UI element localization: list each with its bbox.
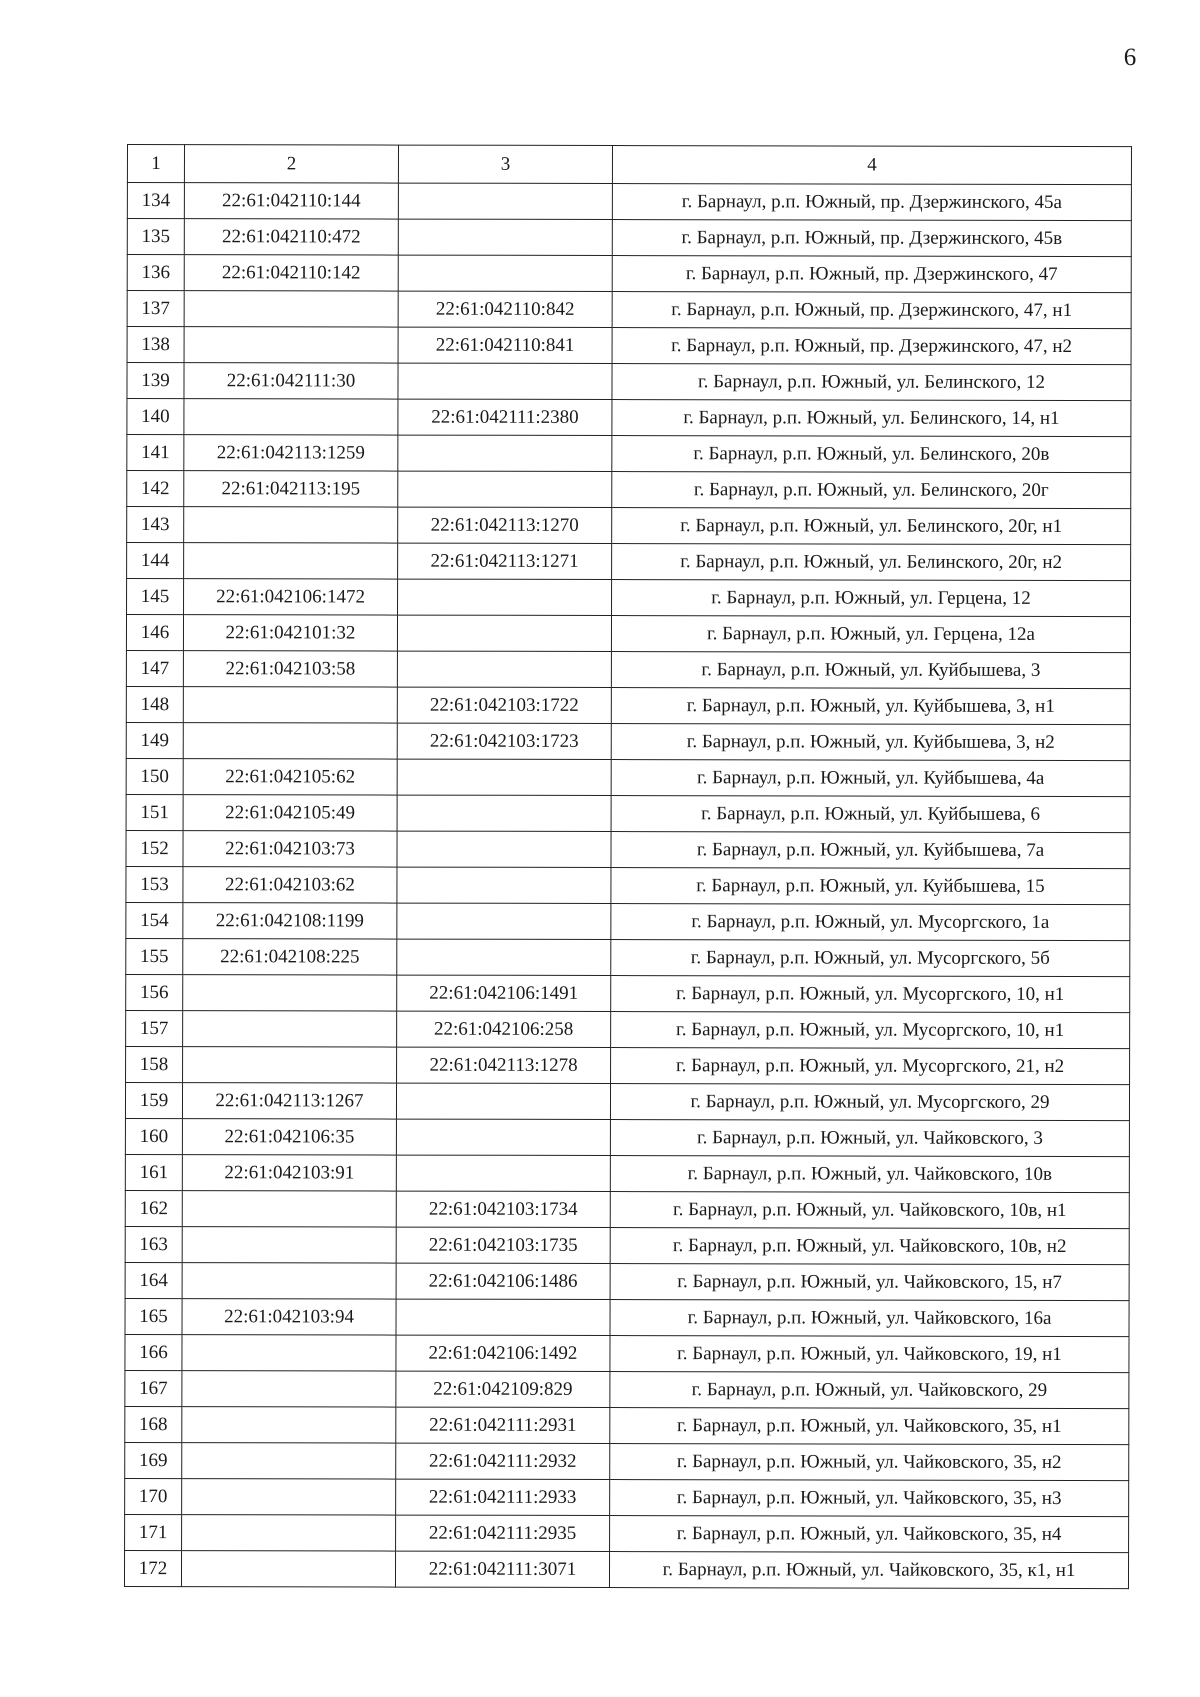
row-number-cell: 155 [126,938,183,974]
building-cadastral-number-cell: 22:61:042103:1723 [397,723,611,759]
row-number-cell: 172 [124,1550,181,1586]
land-cadastral-number-cell: 22:61:042110:472 [184,219,398,255]
row-number-cell: 150 [126,758,183,794]
building-cadastral-number-cell: 22:61:042106:1492 [396,1335,610,1371]
table-row [127,255,1131,293]
table-row [127,543,1131,581]
table-row [124,1550,1128,1588]
address-cell: г. Барнаул, р.п. Южный, пр. Дзержинского, 47 [612,256,1131,293]
land-cadastral-number-cell [183,975,397,1011]
row-number-cell: 146 [126,615,183,651]
address-cell: г. Барнаул, р.п. Южный, ул. Чайковского, 3 [610,1120,1129,1157]
row-number-cell: 142 [127,471,184,507]
table-row [127,579,1131,617]
address-cell: г. Барнаул, р.п. Южный, ул. Куйбышева, 3 [611,652,1130,689]
row-number-cell: 158 [126,1046,183,1082]
table-row [127,219,1131,257]
building-cadastral-number-cell: 22:61:042110:841 [398,327,612,363]
land-cadastral-number-cell: 22:61:042106:35 [182,1119,396,1155]
land-cadastral-number-cell [184,543,398,579]
land-cadastral-number-cell: 22:61:042103:91 [182,1155,396,1191]
address-cell: г. Барнаул, р.п. Южный, пр. Дзержинского, 47, н2 [612,328,1131,365]
table-row [125,1298,1129,1336]
building-cadastral-number-cell: 22:61:042110:842 [398,291,612,327]
land-cadastral-number-cell: 22:61:042110:142 [184,255,398,291]
land-cadastral-number-cell: 22:61:042105:49 [183,795,397,831]
row-number-cell: 162 [125,1190,182,1226]
building-cadastral-number-cell [398,255,612,291]
building-cadastral-number-cell [396,1083,610,1119]
building-cadastral-number-cell: 22:61:042103:1735 [396,1227,610,1263]
row-number-cell: 134 [127,183,184,219]
table-row [127,327,1131,365]
building-cadastral-number-cell: 22:61:042113:1271 [398,543,612,579]
row-number-cell: 156 [126,974,183,1010]
land-cadastral-number-cell [184,507,398,543]
row-number-cell: 154 [126,902,183,938]
address-cell: г. Барнаул, р.п. Южный, ул. Чайковского, 10в [610,1156,1129,1193]
row-number-cell: 152 [126,830,183,866]
row-number-cell: 169 [125,1442,182,1478]
table-row [127,291,1131,329]
land-cadastral-number-cell: 22:61:042113:195 [184,471,398,507]
row-number-cell: 149 [126,722,183,758]
table-row [126,866,1130,904]
table-row [126,830,1130,868]
row-number-cell: 147 [126,650,183,686]
address-cell: г. Барнаул, р.п. Южный, ул. Куйбышева, 7а [611,832,1130,869]
row-number-cell: 160 [125,1118,182,1154]
building-cadastral-number-cell: 22:61:042111:2932 [396,1443,610,1479]
building-cadastral-number-cell [398,363,612,399]
land-cadastral-number-cell: 22:61:042110:144 [184,183,398,219]
table-row [126,686,1130,724]
building-cadastral-number-cell: 22:61:042103:1734 [396,1191,610,1227]
table-row [125,1262,1129,1300]
address-cell: г. Барнаул, р.п. Южный, пр. Дзержинского, 45в [612,220,1131,257]
table-header-row [127,145,1131,185]
address-cell: г. Барнаул, р.п. Южный, ул. Белинского, 20г, н1 [612,508,1131,545]
land-cadastral-number-cell [183,687,397,723]
address-cell: г. Барнаул, р.п. Южный, ул. Мусоргского, 10, н1 [611,1012,1130,1049]
address-cell: г. Барнаул, р.п. Южный, ул. Чайковского, 19, н1 [610,1336,1129,1373]
land-cadastral-number-cell [183,723,397,759]
address-cell: г. Барнаул, р.п. Южный, ул. Мусоргского, 5б [611,940,1130,977]
land-cadastral-number-cell [182,1227,396,1263]
table-row [126,902,1130,940]
land-cadastral-number-cell [184,327,398,363]
column-header-1: 1 [127,145,184,183]
address-cell: г. Барнаул, р.п. Южный, ул. Герцена, 12 [612,580,1131,617]
building-cadastral-number-cell [397,939,611,975]
table-row [126,974,1130,1012]
address-cell: г. Барнаул, р.п. Южный, ул. Мусоргского, 29 [610,1084,1129,1121]
address-cell: г. Барнаул, р.п. Южный, ул. Чайковского, 29 [610,1372,1129,1409]
table-row [125,1190,1129,1228]
table-row [126,615,1130,653]
address-cell: г. Барнаул, р.п. Южный, ул. Чайковского, 35, н3 [610,1480,1129,1517]
land-cadastral-number-cell: 22:61:042103:58 [183,651,397,687]
address-cell: г. Барнаул, р.п. Южный, ул. Чайковского, 35, н2 [610,1444,1129,1481]
row-number-cell: 144 [127,543,184,579]
row-number-cell: 143 [127,507,184,543]
land-cadastral-number-cell: 22:61:042113:1267 [182,1083,396,1119]
address-cell: г. Барнаул, р.п. Южный, ул. Куйбышева, 6 [611,796,1130,833]
land-cadastral-number-cell: 22:61:042103:94 [182,1299,396,1335]
building-cadastral-number-cell: 22:61:042113:1278 [397,1047,611,1083]
building-cadastral-number-cell [398,579,612,615]
building-cadastral-number-cell: 22:61:042106:258 [397,1011,611,1047]
address-cell: г. Барнаул, р.п. Южный, ул. Куйбышева, 4а [611,760,1130,797]
row-number-cell: 157 [126,1010,183,1046]
row-number-cell: 141 [127,435,184,471]
land-cadastral-number-cell: 22:61:042111:30 [184,363,398,399]
column-header-3: 3 [398,145,612,183]
address-cell: г. Барнаул, р.п. Южный, ул. Чайковского, 10в, н1 [610,1192,1129,1229]
land-cadastral-number-cell [182,1515,396,1551]
table-row [125,1334,1129,1372]
building-cadastral-number-cell [397,795,611,831]
land-cadastral-number-cell: 22:61:042106:1472 [184,579,398,615]
land-cadastral-number-cell: 22:61:042108:225 [183,939,397,975]
table-row [125,1370,1129,1408]
building-cadastral-number-cell [398,435,612,471]
row-number-cell: 165 [125,1298,182,1334]
table-row [125,1154,1129,1192]
land-cadastral-number-cell [182,1443,396,1479]
land-cadastral-number-cell [184,291,398,327]
land-cadastral-number-cell: 22:61:042105:62 [183,759,397,795]
row-number-cell: 163 [125,1226,182,1262]
address-cell: г. Барнаул, р.п. Южный, ул. Белинского, 12 [612,364,1131,401]
building-cadastral-number-cell: 22:61:042111:2933 [396,1479,610,1515]
building-cadastral-number-cell: 22:61:042111:2380 [398,399,612,435]
row-number-cell: 151 [126,794,183,830]
table-row [126,758,1130,796]
land-cadastral-number-cell [182,1407,396,1443]
address-cell: г. Барнаул, р.п. Южный, ул. Чайковского, 15, н7 [610,1264,1129,1301]
row-number-cell: 171 [125,1514,182,1550]
land-cadastral-number-cell: 22:61:042101:32 [183,615,397,651]
table-body [124,145,1131,1589]
table-row [126,794,1130,832]
row-number-cell: 161 [125,1154,182,1190]
land-cadastral-number-cell [182,1335,396,1371]
table-row [125,1442,1129,1480]
building-cadastral-number-cell [397,759,611,795]
address-cell: г. Барнаул, р.п. Южный, ул. Куйбышева, 3, н1 [611,688,1130,725]
address-cell: г. Барнаул, р.п. Южный, ул. Чайковского, 35, к1, н1 [609,1552,1128,1589]
table-row [127,399,1131,437]
land-cadastral-number-cell: 22:61:042103:62 [183,867,397,903]
building-cadastral-number-cell [398,219,612,255]
building-cadastral-number-cell [397,651,611,687]
table-row [126,722,1130,760]
land-cadastral-number-cell [182,1371,396,1407]
address-cell: г. Барнаул, р.п. Южный, пр. Дзержинского, 47, н1 [612,292,1131,329]
table-row [127,435,1131,473]
building-cadastral-number-cell [397,615,611,651]
address-cell: г. Барнаул, р.п. Южный, ул. Белинского, 20в [612,436,1131,473]
address-cell: г. Барнаул, р.п. Южный, ул. Белинского, 20г [612,472,1131,509]
building-cadastral-number-cell [398,471,612,507]
building-cadastral-number-cell [398,183,612,219]
row-number-cell: 138 [127,327,184,363]
address-cell: г. Барнаул, р.п. Южный, ул. Чайковского, 16а [610,1300,1129,1337]
building-cadastral-number-cell: 22:61:042111:3071 [395,1551,609,1587]
row-number-cell: 153 [126,866,183,902]
row-number-cell: 166 [125,1334,182,1370]
address-cell: г. Барнаул, р.п. Южный, пр. Дзержинского, 45а [612,184,1131,221]
table-row [125,1118,1129,1156]
address-cell: г. Барнаул, р.п. Южный, ул. Чайковского, 10в, н2 [610,1228,1129,1265]
land-cadastral-number-cell [183,1047,397,1083]
table-row [125,1406,1129,1444]
address-cell: г. Барнаул, р.п. Южный, ул. Мусоргского, 10, н1 [611,976,1130,1013]
building-cadastral-number-cell [397,903,611,939]
table-row [125,1226,1129,1264]
table-row [125,1082,1129,1120]
building-cadastral-number-cell: 22:61:042106:1486 [396,1263,610,1299]
address-cell: г. Барнаул, р.п. Южный, ул. Куйбышева, 15 [611,868,1130,905]
building-cadastral-number-cell [396,1299,610,1335]
land-cadastral-number-cell [181,1551,395,1587]
building-cadastral-number-cell: 22:61:042109:829 [396,1371,610,1407]
table-row [127,183,1131,221]
land-cadastral-number-cell [184,399,398,435]
row-number-cell: 164 [125,1262,182,1298]
building-cadastral-number-cell: 22:61:042106:1491 [397,975,611,1011]
land-cadastral-number-cell: 22:61:042108:1199 [183,903,397,939]
table-row [126,1046,1130,1084]
page-number: 6 [1123,44,1137,71]
table-row [126,650,1130,688]
building-cadastral-number-cell: 22:61:042111:2935 [396,1515,610,1551]
building-cadastral-number-cell [396,1155,610,1191]
row-number-cell: 159 [125,1082,182,1118]
table-row [126,1010,1130,1048]
address-cell: г. Барнаул, р.п. Южный, ул. Белинского, 14, н1 [612,400,1131,437]
land-cadastral-number-cell [182,1191,396,1227]
land-cadastral-number-cell: 22:61:042103:73 [183,831,397,867]
table-row [127,507,1131,545]
address-cell: г. Барнаул, р.п. Южный, ул. Белинского, 20г, н2 [612,544,1131,581]
table-row [127,363,1131,401]
row-number-cell: 148 [126,686,183,722]
address-cell: г. Барнаул, р.п. Южный, ул. Чайковского, 35, н1 [610,1408,1129,1445]
building-cadastral-number-cell [397,831,611,867]
row-number-cell: 136 [127,255,184,291]
row-number-cell: 137 [127,291,184,327]
address-cell: г. Барнаул, р.п. Южный, ул. Чайковского, 35, н4 [610,1516,1129,1553]
address-cell: г. Барнаул, р.п. Южный, ул. Куйбышева, 3, н2 [611,724,1130,761]
table-row [126,938,1130,976]
building-cadastral-number-cell [397,867,611,903]
building-cadastral-number-cell: 22:61:042111:2931 [396,1407,610,1443]
land-cadastral-number-cell [182,1479,396,1515]
building-cadastral-number-cell: 22:61:042113:1270 [398,507,612,543]
row-number-cell: 167 [125,1370,182,1406]
row-number-cell: 140 [127,399,184,435]
table-row [127,471,1131,509]
table-row [125,1478,1129,1516]
column-header-4: 4 [612,146,1131,185]
row-number-cell: 170 [125,1478,182,1514]
land-cadastral-number-cell [182,1263,396,1299]
column-header-2: 2 [184,145,398,183]
address-cell: г. Барнаул, р.п. Южный, ул. Герцена, 12а [611,616,1130,653]
land-cadastral-number-cell: 22:61:042113:1259 [184,435,398,471]
address-cell: г. Барнаул, р.п. Южный, ул. Мусоргского, 21, н2 [611,1048,1130,1085]
property-table [124,144,1132,1589]
address-cell: г. Барнаул, р.п. Южный, ул. Мусоргского, 1а [611,904,1130,941]
building-cadastral-number-cell [396,1119,610,1155]
row-number-cell: 139 [127,363,184,399]
table-row [125,1514,1129,1552]
row-number-cell: 168 [125,1406,182,1442]
row-number-cell: 135 [127,219,184,255]
land-cadastral-number-cell [183,1011,397,1047]
building-cadastral-number-cell: 22:61:042103:1722 [397,687,611,723]
row-number-cell: 145 [127,579,184,615]
